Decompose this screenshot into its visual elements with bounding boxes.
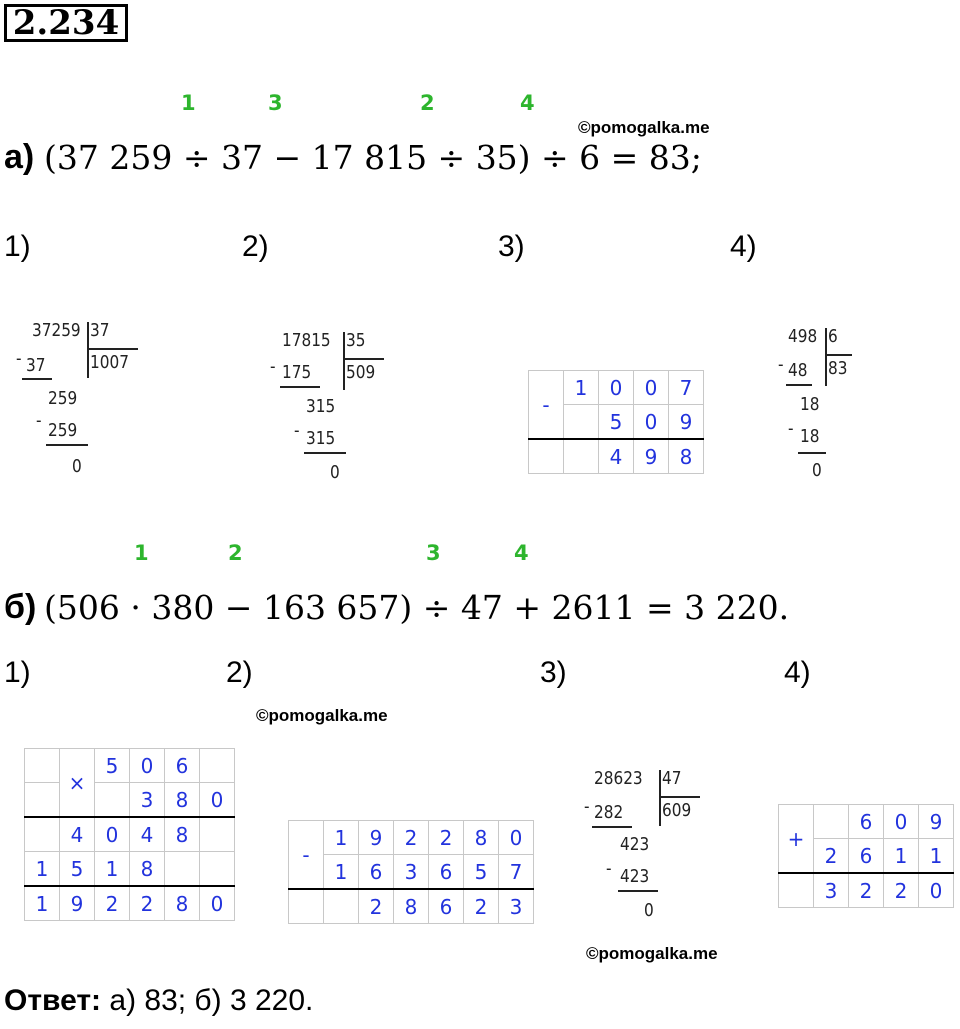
minus-sign: - [529,371,564,440]
dividend: 28623 [594,768,643,789]
remainder: 0 [812,460,822,481]
step-number: 4 [520,91,535,115]
times-sign: × [60,749,95,818]
dividend: 498 [788,326,818,347]
quotient: 1007 [90,352,129,373]
step-number: 2 [420,91,435,115]
part-b-label: б) [4,588,37,626]
addition-grid: + 6 0 9 2 6 1 1 3 2 2 0 [778,804,954,908]
plus-sign: + [779,805,814,874]
partial: 423 [620,834,650,855]
remainder: 0 [644,900,654,921]
divisor: 35 [346,330,366,351]
subtrahend: 175 [282,362,312,383]
step-number: 2 [228,541,243,565]
subtrahend: 48 [788,360,808,381]
subtrahend: 37 [26,355,46,376]
step-label: 2) [242,230,269,263]
step-label: 2) [226,656,253,689]
part-a-expression: (37 259 ÷ 37 − 17 815 ÷ 35) ÷ 6 = 83; [44,138,702,177]
subtrahend: 282 [594,802,624,823]
partial: 315 [306,396,336,417]
problem-number: 2.234 [4,4,128,42]
divisor: 47 [662,768,682,789]
part-b-expression: (506 · 380 − 163 657) ÷ 47 + 2611 = 3 220. [44,588,790,627]
dividend: 17815 [282,330,331,351]
step-label: 1) [4,230,31,263]
part-a-label: а) [4,138,35,176]
subtraction-grid-b: - 1 9 2 2 8 0 1 6 3 6 5 7 2 8 6 2 3 [288,820,534,924]
watermark: ©pomogalka.me [256,706,388,725]
answer-line [4,984,313,1018]
step-number: 1 [134,541,149,565]
watermark: ©pomogalka.me [578,118,710,137]
remainder: 0 [72,456,82,477]
step-number: 3 [426,541,441,565]
quotient: 609 [662,800,692,821]
quotient: 509 [346,362,376,383]
minus-sign: - [289,821,324,890]
dividend: 37259 [32,320,81,341]
answer-text: а) 83; б) 3 220. [101,984,314,1017]
divisor: 37 [90,320,110,341]
subtrahend: 259 [48,420,78,441]
step-label: 1) [4,656,31,689]
step-label: 4) [784,656,811,689]
multiplication-grid: × 5 0 6 3 8 0 4 0 4 8 1 5 1 8 1 9 2 2 8 0 [24,748,235,921]
step-label: 3) [540,656,567,689]
subtraction-grid-a: - 1 0 0 7 5 0 9 4 9 8 [528,370,704,474]
partial: 259 [48,388,78,409]
subtrahend: 423 [620,866,650,887]
step-number: 3 [268,91,283,115]
step-number: 4 [514,541,529,565]
partial: 18 [800,394,820,415]
remainder: 0 [330,462,340,483]
divisor: 6 [828,326,838,347]
answer-label: Ответ: [4,984,102,1017]
subtrahend: 18 [800,426,820,447]
subtrahend: 315 [306,428,336,449]
step-number: 1 [181,91,196,115]
step-label: 4) [730,230,757,263]
step-label: 3) [498,230,525,263]
watermark: ©pomogalka.me [586,944,718,963]
quotient: 83 [828,358,848,379]
